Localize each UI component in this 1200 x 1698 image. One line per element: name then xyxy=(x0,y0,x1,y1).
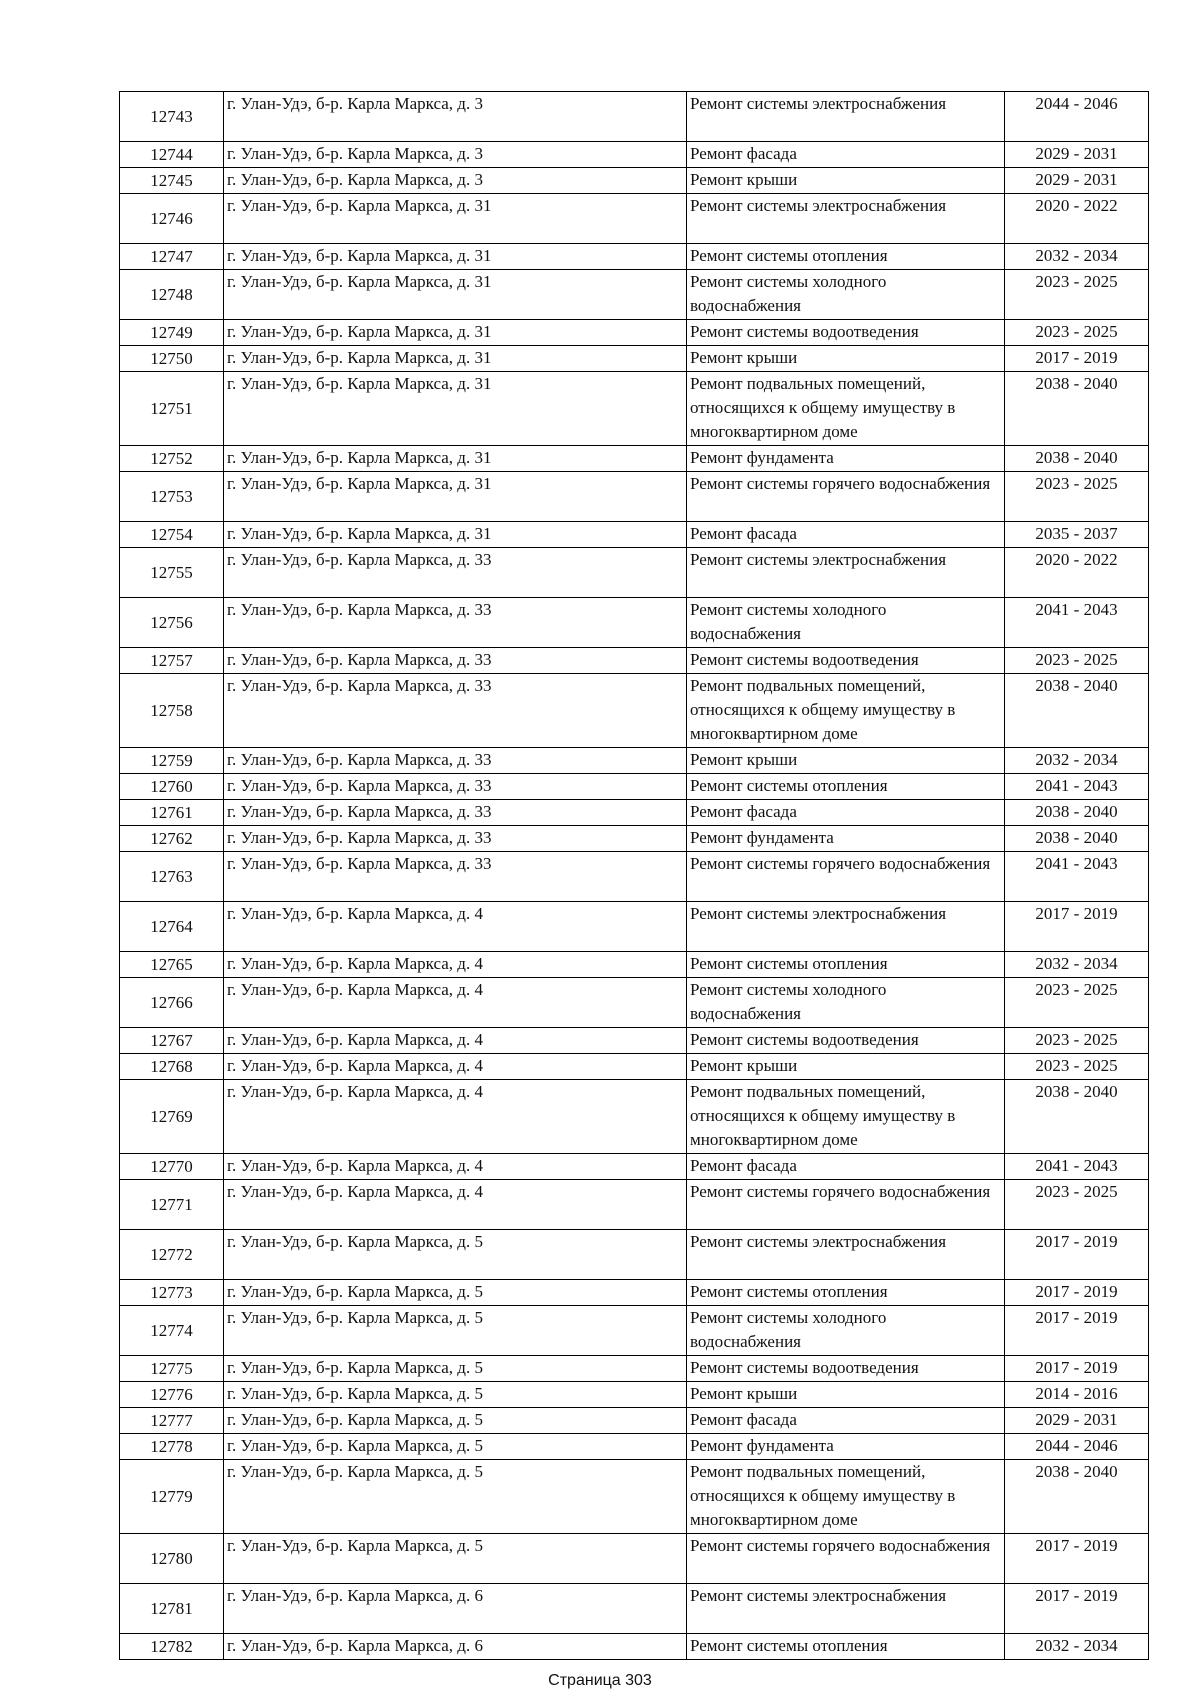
years-cell: 2017 - 2019 xyxy=(1005,1306,1149,1356)
address-cell: г. Улан-Удэ, б-р. Карла Маркса, д. 33 xyxy=(224,826,687,852)
table-row xyxy=(120,1634,1149,1660)
work-type-cell: Ремонт системы холодного водоснабжения xyxy=(687,1306,1005,1356)
table-row xyxy=(120,674,1149,748)
work-type-cell: Ремонт системы отопления xyxy=(687,1280,1005,1306)
work-type-cell: Ремонт системы холодного водоснабжения xyxy=(687,978,1005,1028)
address-cell: г. Улан-Удэ, б-р. Карла Маркса, д. 31 xyxy=(224,270,687,320)
row-number-cell: 12778 xyxy=(120,1434,224,1460)
table-row xyxy=(120,372,1149,446)
work-type-cell: Ремонт подвальных помещений, относящихся к общему имуществу в многоквартирном доме xyxy=(687,1080,1005,1154)
address-cell: г. Улан-Удэ, б-р. Карла Маркса, д. 4 xyxy=(224,978,687,1028)
address-cell: г. Улан-Удэ, б-р. Карла Маркса, д. 4 xyxy=(224,952,687,978)
work-type-cell: Ремонт системы электроснабжения xyxy=(687,902,1005,952)
years-cell: 2023 - 2025 xyxy=(1005,320,1149,346)
table-row xyxy=(120,320,1149,346)
row-number-cell: 12752 xyxy=(120,446,224,472)
years-cell: 2038 - 2040 xyxy=(1005,674,1149,748)
address-cell: г. Улан-Удэ, б-р. Карла Маркса, д. 5 xyxy=(224,1382,687,1408)
years-cell: 2017 - 2019 xyxy=(1005,346,1149,372)
row-number-cell: 12758 xyxy=(120,674,224,748)
row-number-cell: 12749 xyxy=(120,320,224,346)
table-row xyxy=(120,92,1149,142)
table-row xyxy=(120,1230,1149,1280)
row-number-cell: 12754 xyxy=(120,522,224,548)
row-number-cell: 12764 xyxy=(120,902,224,952)
address-cell: г. Улан-Удэ, б-р. Карла Маркса, д. 5 xyxy=(224,1534,687,1584)
row-number-cell: 12750 xyxy=(120,346,224,372)
row-number-cell: 12745 xyxy=(120,168,224,194)
row-number-cell: 12748 xyxy=(120,270,224,320)
years-cell: 2038 - 2040 xyxy=(1005,826,1149,852)
years-cell: 2017 - 2019 xyxy=(1005,902,1149,952)
row-number-cell: 12755 xyxy=(120,548,224,598)
row-number-cell: 12775 xyxy=(120,1356,224,1382)
row-number-cell: 12759 xyxy=(120,748,224,774)
work-type-cell: Ремонт фасада xyxy=(687,1408,1005,1434)
address-cell: г. Улан-Удэ, б-р. Карла Маркса, д. 4 xyxy=(224,902,687,952)
address-cell: г. Улан-Удэ, б-р. Карла Маркса, д. 5 xyxy=(224,1356,687,1382)
table-body xyxy=(120,92,1149,1660)
work-type-cell: Ремонт системы горячего водоснабжения xyxy=(687,472,1005,522)
address-cell: г. Улан-Удэ, б-р. Карла Маркса, д. 3 xyxy=(224,168,687,194)
table-row xyxy=(120,1408,1149,1434)
table-row xyxy=(120,826,1149,852)
work-type-cell: Ремонт системы отопления xyxy=(687,244,1005,270)
work-type-cell: Ремонт системы горячего водоснабжения xyxy=(687,852,1005,902)
table-row xyxy=(120,472,1149,522)
page-number: Страница 303 xyxy=(548,1672,652,1689)
table-row xyxy=(120,142,1149,168)
table-row xyxy=(120,598,1149,648)
years-cell: 2032 - 2034 xyxy=(1005,748,1149,774)
row-number-cell: 12751 xyxy=(120,372,224,446)
row-number-cell: 12757 xyxy=(120,648,224,674)
years-cell: 2038 - 2040 xyxy=(1005,372,1149,446)
table-row xyxy=(120,748,1149,774)
years-cell: 2029 - 2031 xyxy=(1005,142,1149,168)
address-cell: г. Улан-Удэ, б-р. Карла Маркса, д. 4 xyxy=(224,1180,687,1230)
years-cell: 2023 - 2025 xyxy=(1005,1028,1149,1054)
table-row xyxy=(120,1460,1149,1534)
row-number-cell: 12744 xyxy=(120,142,224,168)
row-number-cell: 12766 xyxy=(120,978,224,1028)
years-cell: 2029 - 2031 xyxy=(1005,1408,1149,1434)
years-cell: 2023 - 2025 xyxy=(1005,978,1149,1028)
row-number-cell: 12743 xyxy=(120,92,224,142)
row-number-cell: 12776 xyxy=(120,1382,224,1408)
work-type-cell: Ремонт фасада xyxy=(687,1154,1005,1180)
years-cell: 2041 - 2043 xyxy=(1005,852,1149,902)
work-type-cell: Ремонт крыши xyxy=(687,1054,1005,1080)
address-cell: г. Улан-Удэ, б-р. Карла Маркса, д. 5 xyxy=(224,1434,687,1460)
row-number-cell: 12767 xyxy=(120,1028,224,1054)
table-row xyxy=(120,978,1149,1028)
address-cell: г. Улан-Удэ, б-р. Карла Маркса, д. 31 xyxy=(224,372,687,446)
address-cell: г. Улан-Удэ, б-р. Карла Маркса, д. 33 xyxy=(224,648,687,674)
table-row xyxy=(120,194,1149,244)
row-number-cell: 12781 xyxy=(120,1584,224,1634)
work-type-cell: Ремонт системы электроснабжения xyxy=(687,1230,1005,1280)
row-number-cell: 12774 xyxy=(120,1306,224,1356)
table-row xyxy=(120,270,1149,320)
years-cell: 2044 - 2046 xyxy=(1005,92,1149,142)
work-type-cell: Ремонт фундамента xyxy=(687,446,1005,472)
row-number-cell: 12756 xyxy=(120,598,224,648)
years-cell: 2023 - 2025 xyxy=(1005,1054,1149,1080)
row-number-cell: 12768 xyxy=(120,1054,224,1080)
row-number-cell: 12760 xyxy=(120,774,224,800)
work-type-cell: Ремонт системы электроснабжения xyxy=(687,1584,1005,1634)
work-type-cell: Ремонт системы горячего водоснабжения xyxy=(687,1180,1005,1230)
address-cell: г. Улан-Удэ, б-р. Карла Маркса, д. 5 xyxy=(224,1408,687,1434)
address-cell: г. Улан-Удэ, б-р. Карла Маркса, д. 31 xyxy=(224,244,687,270)
address-cell: г. Улан-Удэ, б-р. Карла Маркса, д. 31 xyxy=(224,472,687,522)
years-cell: 2038 - 2040 xyxy=(1005,1460,1149,1534)
table-row xyxy=(120,1434,1149,1460)
years-cell: 2023 - 2025 xyxy=(1005,648,1149,674)
work-type-cell: Ремонт системы электроснабжения xyxy=(687,194,1005,244)
years-cell: 2038 - 2040 xyxy=(1005,800,1149,826)
years-cell: 2023 - 2025 xyxy=(1005,270,1149,320)
work-type-cell: Ремонт системы водоотведения xyxy=(687,1028,1005,1054)
address-cell: г. Улан-Удэ, б-р. Карла Маркса, д. 31 xyxy=(224,522,687,548)
table-row xyxy=(120,774,1149,800)
years-cell: 2017 - 2019 xyxy=(1005,1280,1149,1306)
work-type-cell: Ремонт подвальных помещений, относящихся к общему имуществу в многоквартирном доме xyxy=(687,674,1005,748)
row-number-cell: 12761 xyxy=(120,800,224,826)
years-cell: 2017 - 2019 xyxy=(1005,1534,1149,1584)
address-cell: г. Улан-Удэ, б-р. Карла Маркса, д. 6 xyxy=(224,1634,687,1660)
table-row xyxy=(120,1154,1149,1180)
row-number-cell: 12782 xyxy=(120,1634,224,1660)
row-number-cell: 12777 xyxy=(120,1408,224,1434)
table-row xyxy=(120,244,1149,270)
address-cell: г. Улан-Удэ, б-р. Карла Маркса, д. 4 xyxy=(224,1154,687,1180)
address-cell: г. Улан-Удэ, б-р. Карла Маркса, д. 31 xyxy=(224,194,687,244)
address-cell: г. Улан-Удэ, б-р. Карла Маркса, д. 5 xyxy=(224,1280,687,1306)
address-cell: г. Улан-Удэ, б-р. Карла Маркса, д. 33 xyxy=(224,674,687,748)
row-number-cell: 12746 xyxy=(120,194,224,244)
row-number-cell: 12780 xyxy=(120,1534,224,1584)
years-cell: 2020 - 2022 xyxy=(1005,194,1149,244)
work-type-cell: Ремонт системы отопления xyxy=(687,774,1005,800)
work-type-cell: Ремонт системы водоотведения xyxy=(687,648,1005,674)
address-cell: г. Улан-Удэ, б-р. Карла Маркса, д. 6 xyxy=(224,1584,687,1634)
years-cell: 2035 - 2037 xyxy=(1005,522,1149,548)
table-row xyxy=(120,1054,1149,1080)
work-type-cell: Ремонт фасада xyxy=(687,522,1005,548)
work-type-cell: Ремонт фундамента xyxy=(687,826,1005,852)
address-cell: г. Улан-Удэ, б-р. Карла Маркса, д. 3 xyxy=(224,142,687,168)
row-number-cell: 12753 xyxy=(120,472,224,522)
row-number-cell: 12771 xyxy=(120,1180,224,1230)
table-row xyxy=(120,1534,1149,1584)
address-cell: г. Улан-Удэ, б-р. Карла Маркса, д. 3 xyxy=(224,92,687,142)
address-cell: г. Улан-Удэ, б-р. Карла Маркса, д. 5 xyxy=(224,1460,687,1534)
work-type-cell: Ремонт крыши xyxy=(687,168,1005,194)
address-cell: г. Улан-Удэ, б-р. Карла Маркса, д. 33 xyxy=(224,748,687,774)
table-row xyxy=(120,952,1149,978)
row-number-cell: 12773 xyxy=(120,1280,224,1306)
address-cell: г. Улан-Удэ, б-р. Карла Маркса, д. 4 xyxy=(224,1028,687,1054)
years-cell: 2038 - 2040 xyxy=(1005,446,1149,472)
address-cell: г. Улан-Удэ, б-р. Карла Маркса, д. 33 xyxy=(224,774,687,800)
years-cell: 2041 - 2043 xyxy=(1005,1154,1149,1180)
years-cell: 2041 - 2043 xyxy=(1005,598,1149,648)
work-type-cell: Ремонт системы электроснабжения xyxy=(687,548,1005,598)
years-cell: 2044 - 2046 xyxy=(1005,1434,1149,1460)
table-row xyxy=(120,648,1149,674)
work-type-cell: Ремонт системы холодного водоснабжения xyxy=(687,270,1005,320)
address-cell: г. Улан-Удэ, б-р. Карла Маркса, д. 4 xyxy=(224,1054,687,1080)
years-cell: 2023 - 2025 xyxy=(1005,472,1149,522)
repair-schedule-table xyxy=(119,91,1149,1660)
work-type-cell: Ремонт системы водоотведения xyxy=(687,1356,1005,1382)
address-cell: г. Улан-Удэ, б-р. Карла Маркса, д. 31 xyxy=(224,446,687,472)
work-type-cell: Ремонт системы холодного водоснабжения xyxy=(687,598,1005,648)
work-type-cell: Ремонт подвальных помещений, относящихся к общему имуществу в многоквартирном доме xyxy=(687,372,1005,446)
table-row xyxy=(120,1356,1149,1382)
table-row xyxy=(120,446,1149,472)
table-row xyxy=(120,1180,1149,1230)
years-cell: 2017 - 2019 xyxy=(1005,1584,1149,1634)
address-cell: г. Улан-Удэ, б-р. Карла Маркса, д. 5 xyxy=(224,1230,687,1280)
row-number-cell: 12769 xyxy=(120,1080,224,1154)
row-number-cell: 12763 xyxy=(120,852,224,902)
years-cell: 2041 - 2043 xyxy=(1005,774,1149,800)
years-cell: 2032 - 2034 xyxy=(1005,1634,1149,1660)
row-number-cell: 12762 xyxy=(120,826,224,852)
table-row xyxy=(120,522,1149,548)
address-cell: г. Улан-Удэ, б-р. Карла Маркса, д. 33 xyxy=(224,598,687,648)
work-type-cell: Ремонт крыши xyxy=(687,346,1005,372)
years-cell: 2032 - 2034 xyxy=(1005,244,1149,270)
years-cell: 2017 - 2019 xyxy=(1005,1356,1149,1382)
table-row xyxy=(120,852,1149,902)
table-row xyxy=(120,1306,1149,1356)
table-row xyxy=(120,548,1149,598)
years-cell: 2020 - 2022 xyxy=(1005,548,1149,598)
work-type-cell: Ремонт системы горячего водоснабжения xyxy=(687,1534,1005,1584)
years-cell: 2032 - 2034 xyxy=(1005,952,1149,978)
table-row xyxy=(120,1584,1149,1634)
address-cell: г. Улан-Удэ, б-р. Карла Маркса, д. 4 xyxy=(224,1080,687,1154)
address-cell: г. Улан-Удэ, б-р. Карла Маркса, д. 5 xyxy=(224,1306,687,1356)
row-number-cell: 12770 xyxy=(120,1154,224,1180)
work-type-cell: Ремонт системы водоотведения xyxy=(687,320,1005,346)
row-number-cell: 12747 xyxy=(120,244,224,270)
address-cell: г. Улан-Удэ, б-р. Карла Маркса, д. 31 xyxy=(224,346,687,372)
address-cell: г. Улан-Удэ, б-р. Карла Маркса, д. 33 xyxy=(224,852,687,902)
work-type-cell: Ремонт системы электроснабжения xyxy=(687,92,1005,142)
table-row xyxy=(120,168,1149,194)
years-cell: 2038 - 2040 xyxy=(1005,1080,1149,1154)
work-type-cell: Ремонт фасада xyxy=(687,142,1005,168)
work-type-cell: Ремонт фасада xyxy=(687,800,1005,826)
table-row xyxy=(120,1080,1149,1154)
row-number-cell: 12772 xyxy=(120,1230,224,1280)
years-cell: 2023 - 2025 xyxy=(1005,1180,1149,1230)
table-row xyxy=(120,1280,1149,1306)
work-type-cell: Ремонт фундамента xyxy=(687,1434,1005,1460)
years-cell: 2017 - 2019 xyxy=(1005,1230,1149,1280)
work-type-cell: Ремонт крыши xyxy=(687,1382,1005,1408)
table-row xyxy=(120,902,1149,952)
years-cell: 2029 - 2031 xyxy=(1005,168,1149,194)
table-row xyxy=(120,1028,1149,1054)
work-type-cell: Ремонт системы отопления xyxy=(687,952,1005,978)
address-cell: г. Улан-Удэ, б-р. Карла Маркса, д. 33 xyxy=(224,548,687,598)
table-row xyxy=(120,1382,1149,1408)
work-type-cell: Ремонт подвальных помещений, относящихся к общему имуществу в многоквартирном доме xyxy=(687,1460,1005,1534)
address-cell: г. Улан-Удэ, б-р. Карла Маркса, д. 31 xyxy=(224,320,687,346)
table-row xyxy=(120,346,1149,372)
table-row xyxy=(120,800,1149,826)
row-number-cell: 12779 xyxy=(120,1460,224,1534)
work-type-cell: Ремонт системы отопления xyxy=(687,1634,1005,1660)
work-type-cell: Ремонт крыши xyxy=(687,748,1005,774)
years-cell: 2014 - 2016 xyxy=(1005,1382,1149,1408)
address-cell: г. Улан-Удэ, б-р. Карла Маркса, д. 33 xyxy=(224,800,687,826)
row-number-cell: 12765 xyxy=(120,952,224,978)
